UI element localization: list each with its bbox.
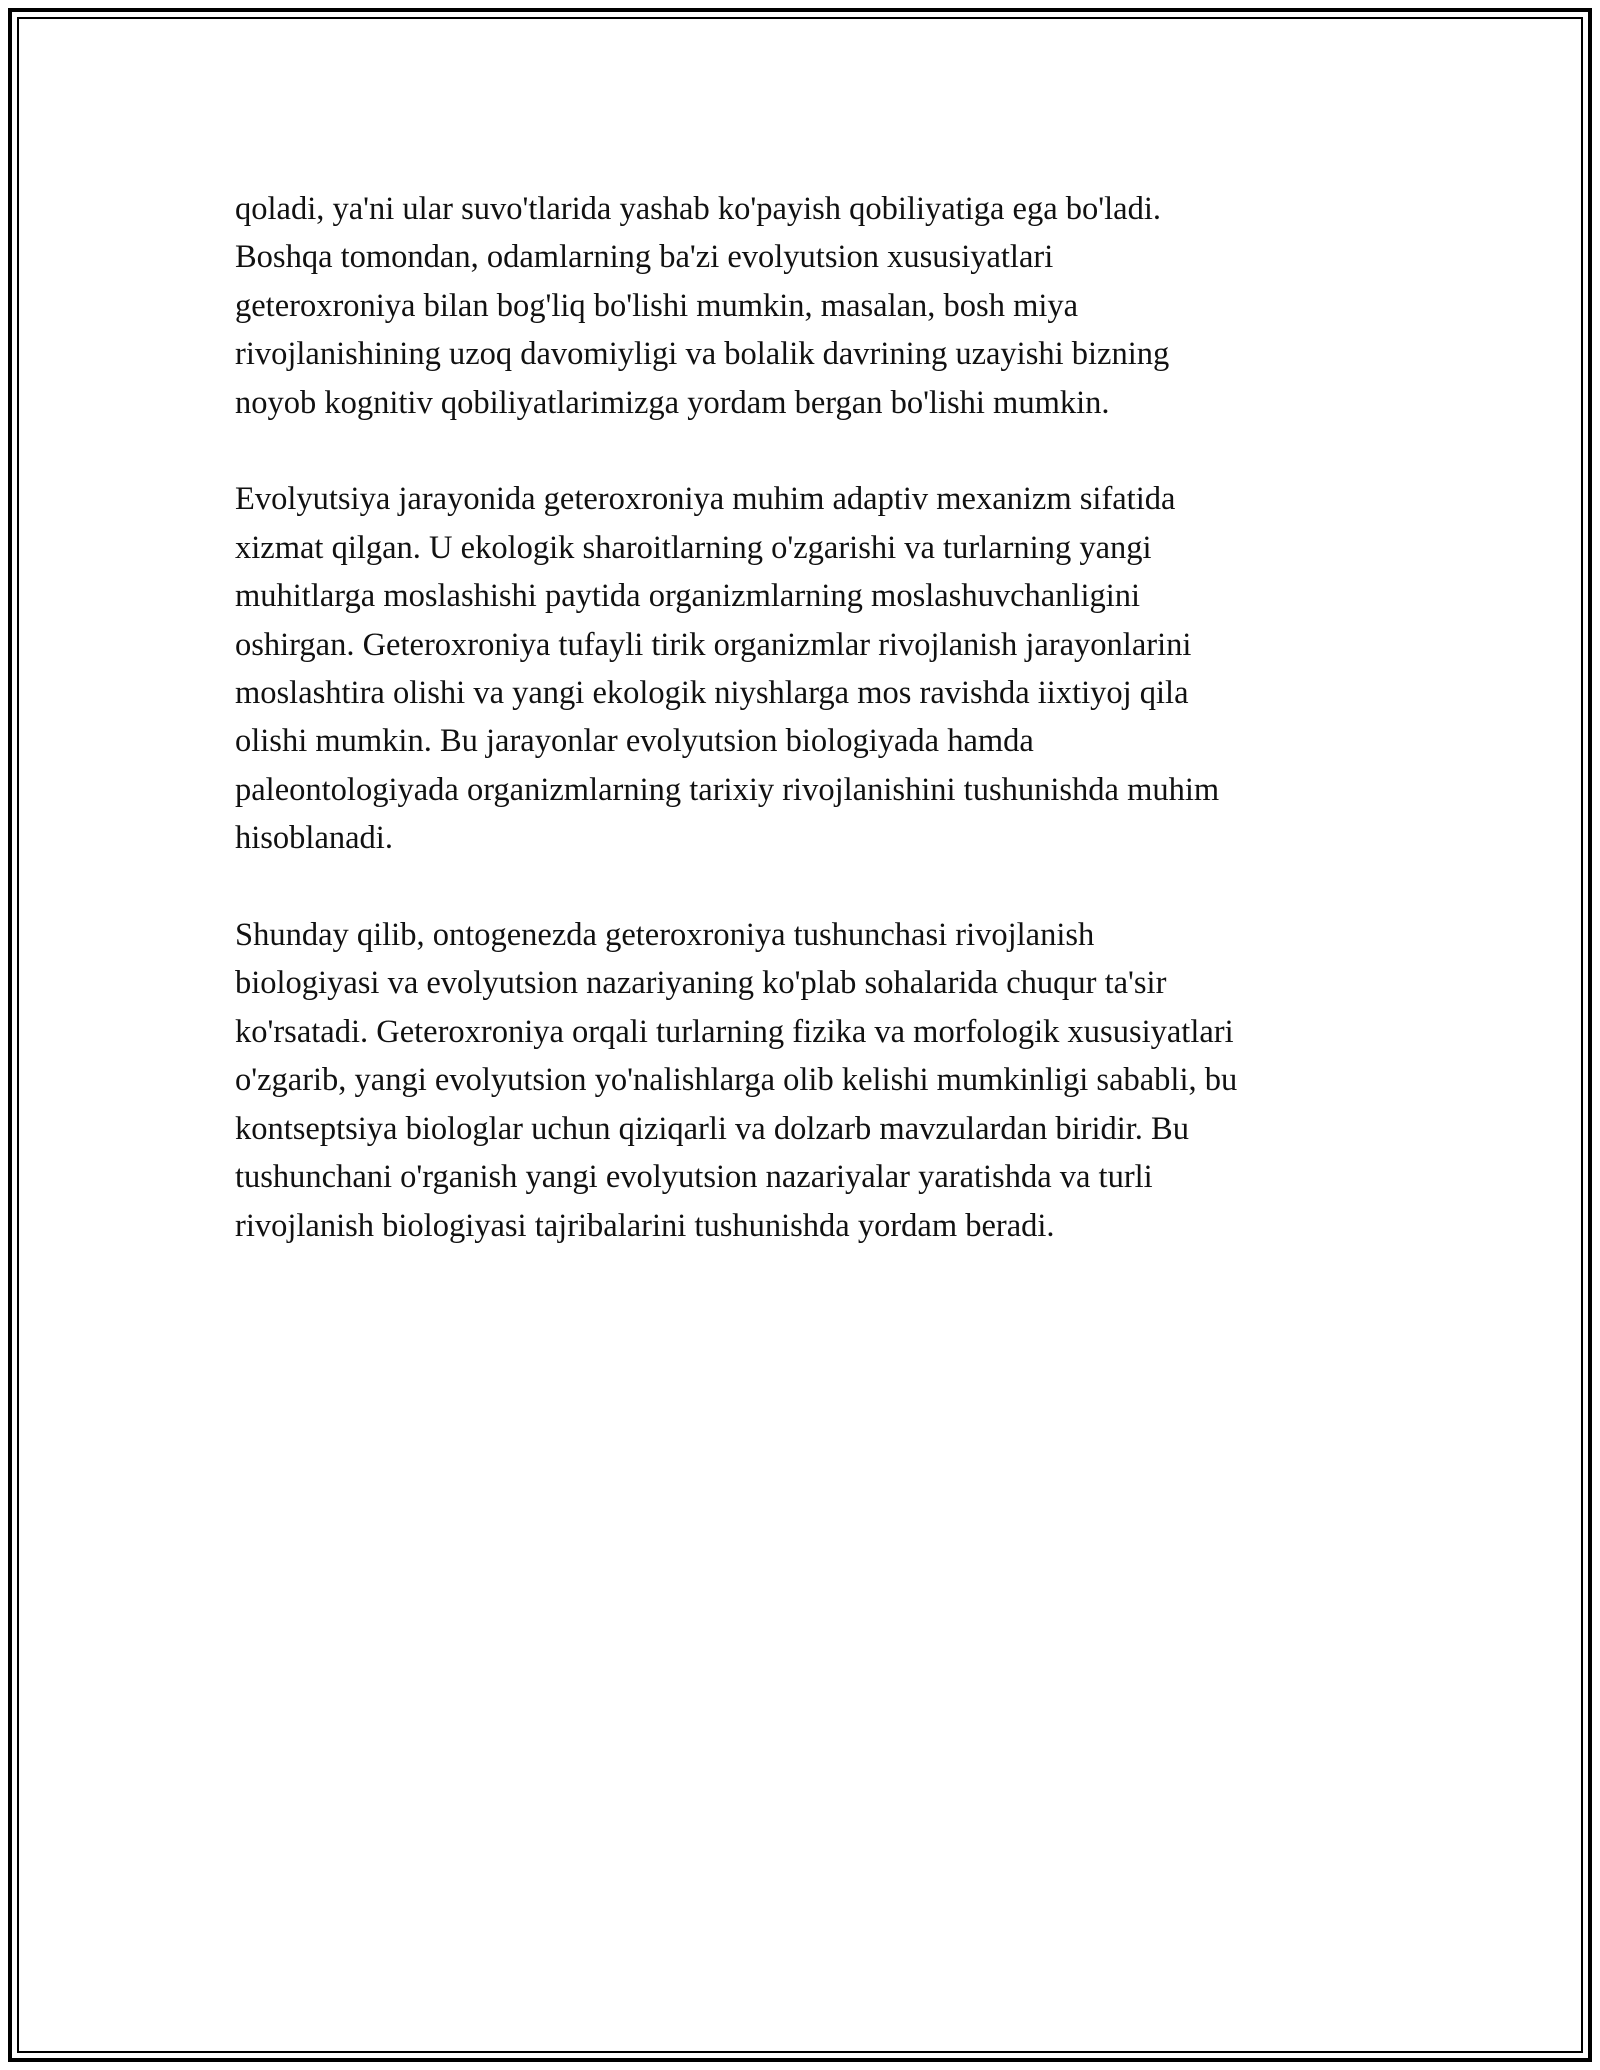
text-line: tushunchani o'rganish yangi evolyutsion nazariyalar yaratishda va turli — [235, 1159, 1153, 1196]
document-body — [235, 185, 1375, 1298]
text-line: biologiyasi va evolyutsion nazariyaning ko'plab sohalarida chuqur ta'sir — [235, 965, 1167, 1002]
text-line: noyob kognitiv qobiliyatlarimizga yordam bergan bo'lishi mumkin. — [235, 384, 1110, 421]
text-line: rivojlanish biologiyasi tajribalarini tushunishda yordam beradi. — [235, 1207, 1055, 1244]
text-line: o'zgarib, yangi evolyutsion yo'nalishlarga olib kelishi mumkinligi sababli, bu — [235, 1062, 1238, 1099]
text-line: hisoblanadi. — [235, 820, 393, 857]
text-line: geteroxroniya bilan bog'liq bo'lishi mumkin, masalan, bosh miya — [235, 287, 1079, 324]
paragraph — [235, 911, 1375, 1250]
text-line: oshirgan. Geteroxroniya tufayli tirik organizmlar rivojlanish jarayonlarini — [235, 626, 1192, 663]
text-line: Shunday qilib, ontogenezda geteroxroniya tushunchasi rivojlanish — [235, 917, 1095, 954]
text-line: Evolyutsiya jarayonida geteroxroniya muhim adaptiv mexanizm sifatida — [235, 481, 1176, 518]
text-line: muhitlarga moslashishi paytida organizmlarning moslashuvchanligini — [235, 578, 1141, 615]
paragraph — [235, 185, 1375, 427]
text-line: qoladi, ya'ni ular suvo'tlarida yashab ko'payish qobiliyatiga ega bo'ladi. — [235, 191, 1161, 227]
text-line: xizmat qilgan. U ekologik sharoitlarning o'zgarishi va turlarning yangi — [235, 529, 1152, 566]
text-line: kontseptsiya biologlar uchun qiziqarli va dolzarb mavzulardan biridir. Bu — [235, 1110, 1189, 1147]
text-line: Boshqa tomondan, odamlarning ba'zi evolyutsion xususiyatlari — [235, 239, 1054, 276]
paragraph — [235, 475, 1375, 862]
text-line: rivojlanishining uzoq davomiyligi va bolalik davrining uzayishi bizning — [235, 336, 1170, 373]
text-line: ko'rsatadi. Geteroxroniya orqali turlarning fizika va morfologik xususiyatlari — [235, 1013, 1234, 1050]
text-line: moslashtira olishi va yangi ekologik niyshlarga mos ravishda iixtiyoj qila — [235, 675, 1189, 712]
text-line: olishi mumkin. Bu jarayonlar evolyutsion biologiyada hamda — [235, 723, 1034, 760]
text-line: paleontologiyada organizmlarning tarixiy rivojlanishini tushunishda muhim — [235, 771, 1220, 808]
